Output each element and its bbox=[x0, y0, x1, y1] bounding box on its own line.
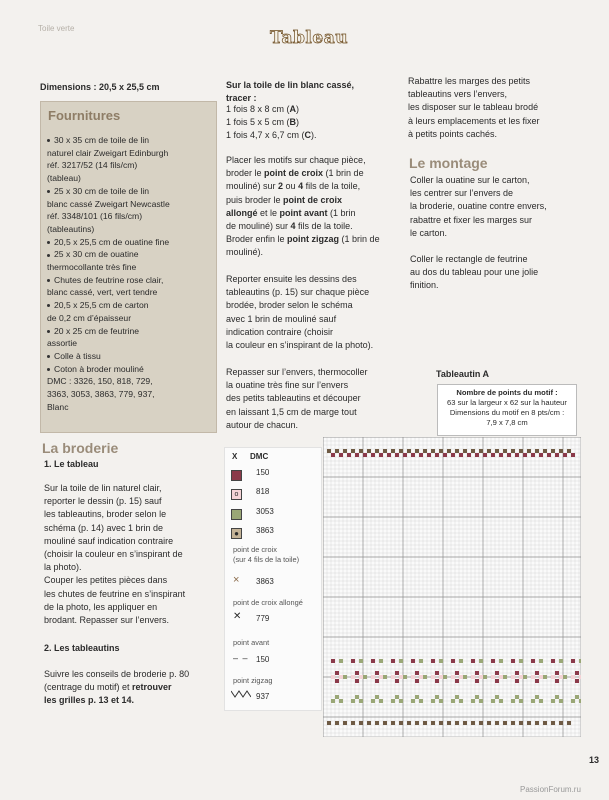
stitch-cell bbox=[455, 449, 459, 453]
stitch-cell bbox=[515, 695, 519, 699]
stitch-cell bbox=[539, 675, 543, 679]
list-item: DMC : 3326, 150, 818, 729, bbox=[47, 376, 153, 387]
stitch-cell bbox=[575, 695, 579, 699]
stitch-cell bbox=[339, 675, 343, 679]
stitch-cell bbox=[547, 453, 551, 457]
list-item: Blanc bbox=[47, 401, 69, 412]
stitch-cell bbox=[475, 453, 479, 457]
swatch-150 bbox=[231, 470, 242, 481]
stitch-cell bbox=[563, 675, 567, 679]
cross-icon: × bbox=[233, 574, 240, 586]
fournitures-title: Fournitures bbox=[48, 108, 121, 123]
stitch-cell bbox=[563, 453, 567, 457]
stitch-cell bbox=[519, 699, 523, 703]
stitch-cell bbox=[331, 453, 335, 457]
stitch-cell bbox=[507, 453, 511, 457]
watermark: PassionForum.ru bbox=[520, 785, 581, 794]
stitch-cell bbox=[479, 721, 483, 725]
stitch-cell bbox=[379, 659, 383, 663]
stitch-cell bbox=[519, 449, 523, 453]
stitch-cell bbox=[363, 675, 367, 679]
stitch-cell bbox=[559, 699, 563, 703]
page-number: 13 bbox=[589, 755, 600, 765]
broderie-title: La broderie bbox=[42, 440, 119, 456]
stitch-cell bbox=[479, 699, 483, 703]
stitch-cell bbox=[359, 449, 363, 453]
stitch-cell bbox=[495, 671, 499, 675]
stitch-cell bbox=[499, 659, 503, 663]
middle-para3: Repasser sur l’envers, thermocoller la ouatine très fine sur l’envers des petits tableautins et découper en laissant 1,5 cm de marge tout autour de chacun. bbox=[226, 367, 368, 430]
stitch-cell bbox=[511, 659, 515, 663]
swatch-818: o bbox=[231, 489, 242, 500]
stitch-cell bbox=[359, 659, 363, 663]
stitch-cell bbox=[439, 449, 443, 453]
legend-croix4-label: point de croix (sur 4 fils de la toile) bbox=[233, 545, 300, 564]
stitch-cell bbox=[523, 675, 527, 679]
stitch-cell bbox=[331, 659, 335, 663]
middle-para1: Placer les motifs sur chaque pièce, broder le point de croix (1 brin de mouliné) sur 2 ou 4 fils de la toile, puis broder le point de croix allongé et le point avant (1 brin de mouliné) sur 4 fils de la toile. Broder enfin le point zigzag (1 brin de mouliné). bbox=[226, 155, 380, 258]
dimensions: Dimensions : 20,5 x 25,5 cm bbox=[40, 82, 160, 92]
list-item: Coton à broder mouliné bbox=[47, 363, 212, 376]
page-title-text: Tableau bbox=[270, 28, 349, 48]
stitch-cell bbox=[511, 675, 515, 679]
stitch-cell bbox=[451, 699, 455, 703]
stitch-cell bbox=[551, 699, 555, 703]
faded-header-text: Toile verte bbox=[38, 24, 75, 33]
stitch-cell bbox=[515, 679, 519, 683]
stitch-cell bbox=[475, 695, 479, 699]
stitch-cell bbox=[535, 671, 539, 675]
stitch-cell bbox=[327, 721, 331, 725]
montage-title: Le montage bbox=[409, 155, 488, 171]
stitch-cell bbox=[515, 671, 519, 675]
stitch-cell bbox=[559, 721, 563, 725]
stitch-cell bbox=[335, 721, 339, 725]
stitch-cell bbox=[399, 675, 403, 679]
stitch-cell bbox=[407, 449, 411, 453]
legend-row bbox=[231, 486, 242, 504]
stitch-cell bbox=[371, 675, 375, 679]
stitch-cell bbox=[415, 679, 419, 683]
fournitures-list bbox=[47, 134, 212, 413]
stitch-cell bbox=[351, 675, 355, 679]
stitch-cell bbox=[459, 659, 463, 663]
stitch-cell bbox=[519, 659, 523, 663]
stitch-cell bbox=[527, 449, 531, 453]
stitch-cell bbox=[427, 453, 431, 457]
stitch-cell bbox=[495, 721, 499, 725]
stitch-cell bbox=[523, 453, 527, 457]
stitch-cell bbox=[327, 449, 331, 453]
stitch-cell bbox=[463, 721, 467, 725]
stitch-cell bbox=[363, 453, 367, 457]
stitch-cell bbox=[347, 453, 351, 457]
stitch-cell bbox=[543, 675, 547, 679]
list-item: réf. 3348/101 (16 fils/cm) bbox=[47, 211, 143, 222]
stitch-cell bbox=[375, 671, 379, 675]
stitch-cell bbox=[415, 695, 419, 699]
page-title bbox=[270, 28, 350, 50]
stitch-cell bbox=[411, 675, 415, 679]
motif-info-box: Nombre de points du motif : 63 sur la largeur x 62 sur la hauteur Dimensions du motif en 8 pts/cm : 7,9 x 7,8 cm bbox=[437, 384, 577, 436]
stitch-cell bbox=[351, 449, 355, 453]
stitch-cell bbox=[395, 695, 399, 699]
stitch-cell bbox=[479, 675, 483, 679]
stitch-cell bbox=[419, 699, 423, 703]
stitch-cell bbox=[511, 721, 515, 725]
stitch-cell bbox=[543, 449, 547, 453]
stitch-cell bbox=[519, 721, 523, 725]
running-stitch-icon: – – bbox=[233, 653, 249, 663]
stitch-cell bbox=[503, 449, 507, 453]
broderie-para1: Sur la toile de lin naturel clair, reporter le dessin (p. 15) sauf les tableautins, broder selon le schéma (p. 14) avec 1 brin de mouliné sauf indication contraire (choisir la couleur en s’inspirant de la photo). Couper les petites pièces dans les chutes de feutrine en s’inspirant de la photo, les appliquer en brodant. Repasser sur l’envers. bbox=[44, 483, 186, 626]
stitch-cell bbox=[415, 449, 419, 453]
stitch-cell bbox=[435, 453, 439, 457]
stitch-cell bbox=[475, 679, 479, 683]
stitch-cell bbox=[375, 679, 379, 683]
stitch-cell bbox=[491, 699, 495, 703]
stitch-cell bbox=[491, 659, 495, 663]
stitch-cell bbox=[383, 721, 387, 725]
stitch-cell bbox=[395, 453, 399, 457]
stitch-cell bbox=[499, 453, 503, 457]
stitch-cell bbox=[531, 659, 535, 663]
stitch-cell bbox=[539, 699, 543, 703]
stitch-cell bbox=[383, 449, 387, 453]
stitch-cell bbox=[415, 671, 419, 675]
stitch-cell bbox=[359, 699, 363, 703]
swatch-3863: ● bbox=[231, 528, 242, 539]
stitch-cell bbox=[399, 659, 403, 663]
stitch-cell bbox=[559, 449, 563, 453]
stitch-cell bbox=[439, 675, 443, 679]
stitch-cell bbox=[423, 675, 427, 679]
stitch-cell bbox=[383, 675, 387, 679]
stitch-cell bbox=[531, 675, 535, 679]
stitch-cell bbox=[399, 721, 403, 725]
stitch-cell bbox=[535, 695, 539, 699]
list-item: 25 x 30 cm de toile de lin bbox=[47, 185, 212, 198]
stitch-cell bbox=[411, 453, 415, 457]
stitch-cell bbox=[539, 659, 543, 663]
stitch-cell bbox=[407, 721, 411, 725]
list-item: 20,5 x 25,5 cm de ouatine fine bbox=[47, 236, 212, 249]
stitch-cell bbox=[335, 695, 339, 699]
middle-head: Sur la toile de lin blanc cassé, tracer : bbox=[226, 80, 355, 104]
stitch-cell bbox=[419, 675, 423, 679]
list-item: blanc cassé, vert, vert tendre bbox=[47, 287, 158, 298]
stitch-cell bbox=[487, 449, 491, 453]
stitch-cell bbox=[343, 721, 347, 725]
long-cross-icon: ✕ bbox=[233, 611, 242, 622]
stitch-cell bbox=[343, 675, 347, 679]
stitch-cell bbox=[503, 721, 507, 725]
stitch-cell bbox=[551, 675, 555, 679]
stitch-cell bbox=[399, 449, 403, 453]
stitch-cell bbox=[471, 675, 475, 679]
stitch-cell bbox=[431, 699, 435, 703]
stitch-cell bbox=[375, 449, 379, 453]
stitch-cell bbox=[555, 695, 559, 699]
stitch-cell bbox=[431, 721, 435, 725]
stitch-cell bbox=[571, 675, 575, 679]
stitch-cell bbox=[499, 675, 503, 679]
stitch-cell bbox=[355, 679, 359, 683]
list-item: blanc cassé Zweigart Newcastle bbox=[47, 198, 170, 209]
stitch-cell bbox=[331, 699, 335, 703]
stitch-cell bbox=[579, 659, 581, 663]
stitch-cell bbox=[459, 675, 463, 679]
stitch-cell bbox=[519, 675, 523, 679]
stitch-cell bbox=[351, 721, 355, 725]
list-item: Chutes de feutrine rose clair, bbox=[47, 274, 212, 287]
stitch-cell bbox=[535, 679, 539, 683]
list-item: 30 x 35 cm de toile de lin bbox=[47, 134, 212, 147]
stitch-cell bbox=[423, 449, 427, 453]
stitch-cell bbox=[403, 453, 407, 457]
stitch-cell bbox=[471, 721, 475, 725]
stitch-cell bbox=[447, 449, 451, 453]
stitch-cell bbox=[511, 449, 515, 453]
list-item: Colle à tissu bbox=[47, 350, 212, 363]
stitch-cell bbox=[499, 699, 503, 703]
stitch-cell bbox=[335, 449, 339, 453]
stitch-cell bbox=[575, 671, 579, 675]
right-para3: Coller le rectangle de feutrine au dos du tableau pour une jolie finition. bbox=[410, 254, 539, 291]
stitch-cell bbox=[379, 699, 383, 703]
stitch-cell bbox=[391, 699, 395, 703]
broderie-sub1: 1. Le tableau bbox=[44, 459, 99, 469]
stitch-cell bbox=[551, 449, 555, 453]
middle-para2: Reporter ensuite les dessins des tableautins (p. 15) sur chaque pièce brodée, broder selon le schéma avec 1 brin de mouliné sauf indication contraire (choisir la couleur en s’inspirant de la photo). bbox=[226, 274, 374, 351]
stitch-cell bbox=[351, 659, 355, 663]
stitch-cell bbox=[435, 695, 439, 699]
stitch-cell bbox=[375, 721, 379, 725]
stitch-cell bbox=[411, 699, 415, 703]
list-item: 20,5 x 25,5 cm de carton bbox=[47, 299, 212, 312]
stitch-cell bbox=[483, 453, 487, 457]
right-para1: Rabattre les marges des petits tableautins vers l’envers, les disposer sur le tableau brodé à leurs emplacements et les fixer à petits points cachés. bbox=[408, 76, 540, 139]
list-item: thermocollante très fine bbox=[47, 262, 137, 273]
stitch-cell bbox=[455, 721, 459, 725]
stitch-cell bbox=[391, 449, 395, 453]
stitch-cell bbox=[415, 721, 419, 725]
stitch-cell bbox=[335, 679, 339, 683]
stitch-cell bbox=[359, 675, 363, 679]
list-item: réf. 3217/52 (14 fils/cm) bbox=[47, 160, 138, 171]
stitch-cell bbox=[459, 699, 463, 703]
right-para2: Coller la ouatine sur le carton, les centrer sur l’envers de la broderie, ouatine contre envers, rabattre et fixer les marges sur le carton. bbox=[410, 175, 547, 238]
stitch-cell bbox=[575, 679, 579, 683]
stitch-cell bbox=[351, 699, 355, 703]
stitch-cell bbox=[495, 679, 499, 683]
stitch-cell bbox=[443, 453, 447, 457]
stitch-cell bbox=[543, 721, 547, 725]
stitch-cell bbox=[451, 453, 455, 457]
broderie-sub2: 2. Les tableautins bbox=[44, 643, 120, 653]
stitch-cell bbox=[367, 449, 371, 453]
stitch-cell bbox=[439, 699, 443, 703]
color-legend: X DMC 150 o 818 3053 ● 3863 point de croix (sur 4 fils de la toile) × 3863 point de croix allongé ✕ 779 point avant – – 150 point zigzag 937 bbox=[224, 447, 322, 711]
stitch-cell bbox=[571, 699, 575, 703]
stitch-cell bbox=[479, 659, 483, 663]
stitch-cell bbox=[355, 671, 359, 675]
stitch-cell bbox=[579, 699, 581, 703]
stitch-cell bbox=[487, 721, 491, 725]
stitch-cell bbox=[555, 679, 559, 683]
stitch-cell bbox=[479, 449, 483, 453]
list-item: 25 x 30 cm de ouatine bbox=[47, 248, 212, 261]
stitch-cell bbox=[555, 671, 559, 675]
stitch-cell bbox=[435, 679, 439, 683]
stitch-cell bbox=[391, 721, 395, 725]
list-item: (tableautins) bbox=[47, 223, 95, 234]
stitch-cell bbox=[463, 675, 467, 679]
stitch-cell bbox=[467, 453, 471, 457]
stitch-cell bbox=[331, 675, 335, 679]
stitch-cell bbox=[343, 449, 347, 453]
stitch-cell bbox=[535, 721, 539, 725]
stitch-cell bbox=[551, 721, 555, 725]
list-item: 3363, 3053, 3863, 779, 937, bbox=[47, 389, 155, 400]
stitch-cell bbox=[567, 449, 571, 453]
stitch-cell bbox=[371, 659, 375, 663]
stitch-cell bbox=[439, 721, 443, 725]
stitch-cell bbox=[531, 699, 535, 703]
stitch-cell bbox=[571, 659, 575, 663]
legend-row bbox=[231, 467, 242, 485]
stitch-cell bbox=[439, 659, 443, 663]
list-item: assortie bbox=[47, 338, 78, 349]
stitch-cell bbox=[559, 675, 563, 679]
legend-row bbox=[231, 506, 242, 524]
stitch-cell bbox=[419, 659, 423, 663]
stitch-cell bbox=[367, 721, 371, 725]
list-item: 20 x 25 cm de feutrine bbox=[47, 325, 212, 338]
stitch-cell bbox=[419, 453, 423, 457]
stitch-cell bbox=[395, 671, 399, 675]
stitch-cell bbox=[511, 699, 515, 703]
stitch-cell bbox=[551, 659, 555, 663]
stitch-cell bbox=[411, 659, 415, 663]
tableautin-label: Tableautin A bbox=[436, 369, 490, 379]
stitch-cell bbox=[531, 453, 535, 457]
stitch-cell bbox=[395, 679, 399, 683]
list-item: de 0,2 cm d’épaisseur bbox=[47, 312, 132, 323]
stitch-cell bbox=[471, 699, 475, 703]
stitch-cell bbox=[495, 695, 499, 699]
stitch-cell bbox=[399, 699, 403, 703]
stitch-cell bbox=[471, 449, 475, 453]
stitch-cell bbox=[391, 659, 395, 663]
stitch-cell bbox=[371, 699, 375, 703]
cross-stitch-grid bbox=[323, 437, 581, 737]
stitch-cell bbox=[359, 721, 363, 725]
stitch-cell bbox=[423, 721, 427, 725]
stitch-cell bbox=[463, 449, 467, 453]
stitch-cell bbox=[451, 675, 455, 679]
stitch-cell bbox=[403, 675, 407, 679]
broderie-para3: Suivre les conseils de broderie p. 80 (centrage du motif) et retrouver les grilles p. 13 et 14. bbox=[44, 669, 190, 706]
stitch-cell bbox=[431, 449, 435, 453]
stitch-cell bbox=[431, 659, 435, 663]
stitch-cell bbox=[539, 453, 543, 457]
stitch-cell bbox=[391, 675, 395, 679]
stitch-cell bbox=[435, 671, 439, 675]
stitch-cell bbox=[355, 453, 359, 457]
legend-row bbox=[231, 525, 242, 543]
list-item: (tableau) bbox=[47, 173, 81, 184]
stitch-cell bbox=[535, 449, 539, 453]
stitch-cell bbox=[491, 675, 495, 679]
middle-sizes: 1 fois 8 x 8 cm (A) 1 fois 5 x 5 cm (B) 1 fois 4,7 x 6,7 cm (C). bbox=[226, 104, 317, 141]
stitch-cell bbox=[387, 453, 391, 457]
stitch-cell bbox=[379, 675, 383, 679]
stitch-cell bbox=[571, 453, 575, 457]
stitch-cell bbox=[527, 721, 531, 725]
stitch-cell bbox=[459, 453, 463, 457]
stitch-cell bbox=[335, 671, 339, 675]
stitch-cell bbox=[567, 721, 571, 725]
stitch-cell bbox=[515, 453, 519, 457]
stitch-cell bbox=[455, 695, 459, 699]
stitch-cell bbox=[455, 671, 459, 675]
stitch-cell bbox=[355, 695, 359, 699]
stitch-cell bbox=[495, 449, 499, 453]
stitch-cell bbox=[451, 659, 455, 663]
stitch-cell bbox=[375, 695, 379, 699]
stitch-cell bbox=[371, 453, 375, 457]
stitch-cell bbox=[555, 453, 559, 457]
stitch-cell bbox=[471, 659, 475, 663]
stitch-cell bbox=[579, 675, 581, 679]
stitch-cell bbox=[447, 721, 451, 725]
stitch-cell bbox=[491, 453, 495, 457]
stitch-cell bbox=[443, 675, 447, 679]
stitch-cell bbox=[455, 679, 459, 683]
stitch-cell bbox=[431, 675, 435, 679]
stitch-cell bbox=[475, 671, 479, 675]
stitch-cell bbox=[339, 453, 343, 457]
list-item: naturel clair Zweigart Edinburgh bbox=[47, 147, 169, 158]
stitch-cell bbox=[379, 453, 383, 457]
stitch-cell bbox=[339, 699, 343, 703]
zigzag-icon bbox=[231, 690, 251, 700]
stitch-cell bbox=[483, 675, 487, 679]
swatch-3053 bbox=[231, 509, 242, 520]
stitch-cell bbox=[559, 659, 563, 663]
stitch-cell bbox=[503, 675, 507, 679]
stitch-cell bbox=[339, 659, 343, 663]
